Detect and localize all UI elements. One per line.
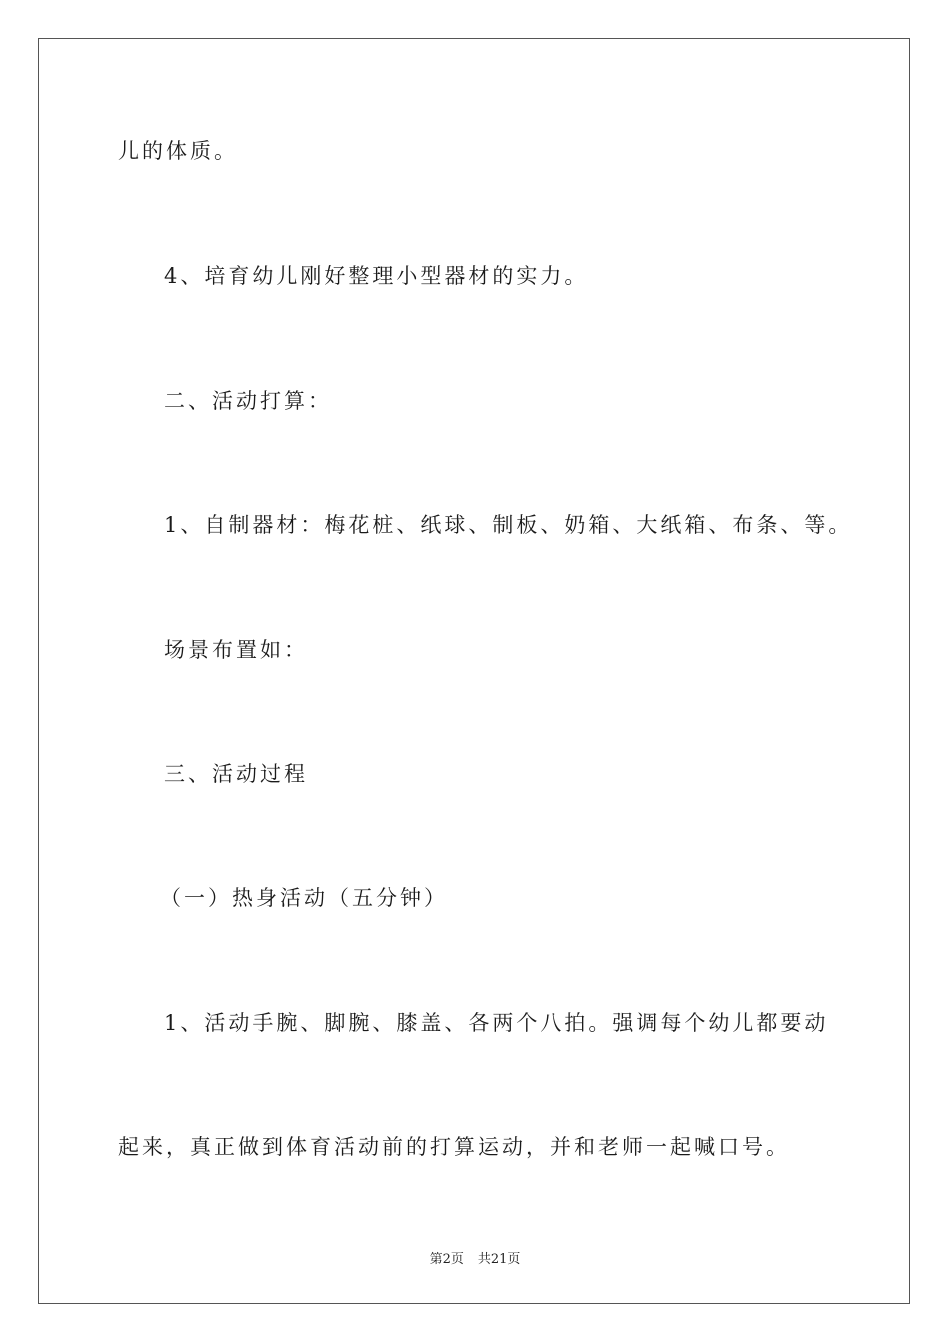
subsection-heading: （一）热身活动（五分钟） [160,886,448,910]
paragraph-line: 场景布置如： [164,638,308,662]
page-frame [38,38,910,1304]
page-number: 第2页 [429,1252,464,1267]
paragraph-line: 起来，真正做到体育活动前的打算运动，并和老师一起喊口号。 [118,1135,790,1159]
paragraph-line: 二、活动打算： [164,389,332,413]
section-heading: 三、活动过程 [164,762,308,786]
paragraph-line: 1、活动手腕、脚腕、膝盖、各两个八拍。强调每个幼儿都要动 [164,1011,829,1035]
paragraph-line: 儿的体质。 [118,139,238,163]
page-footer [0,1248,950,1267]
paragraph-line: 1、自制器材：梅花桩、纸球、制板、奶箱、大纸箱、布条、等。 [164,513,853,537]
paragraph-line: 4、培育幼儿刚好整理小型器材的实力。 [164,264,589,288]
page-total: 共21页 [477,1252,521,1267]
